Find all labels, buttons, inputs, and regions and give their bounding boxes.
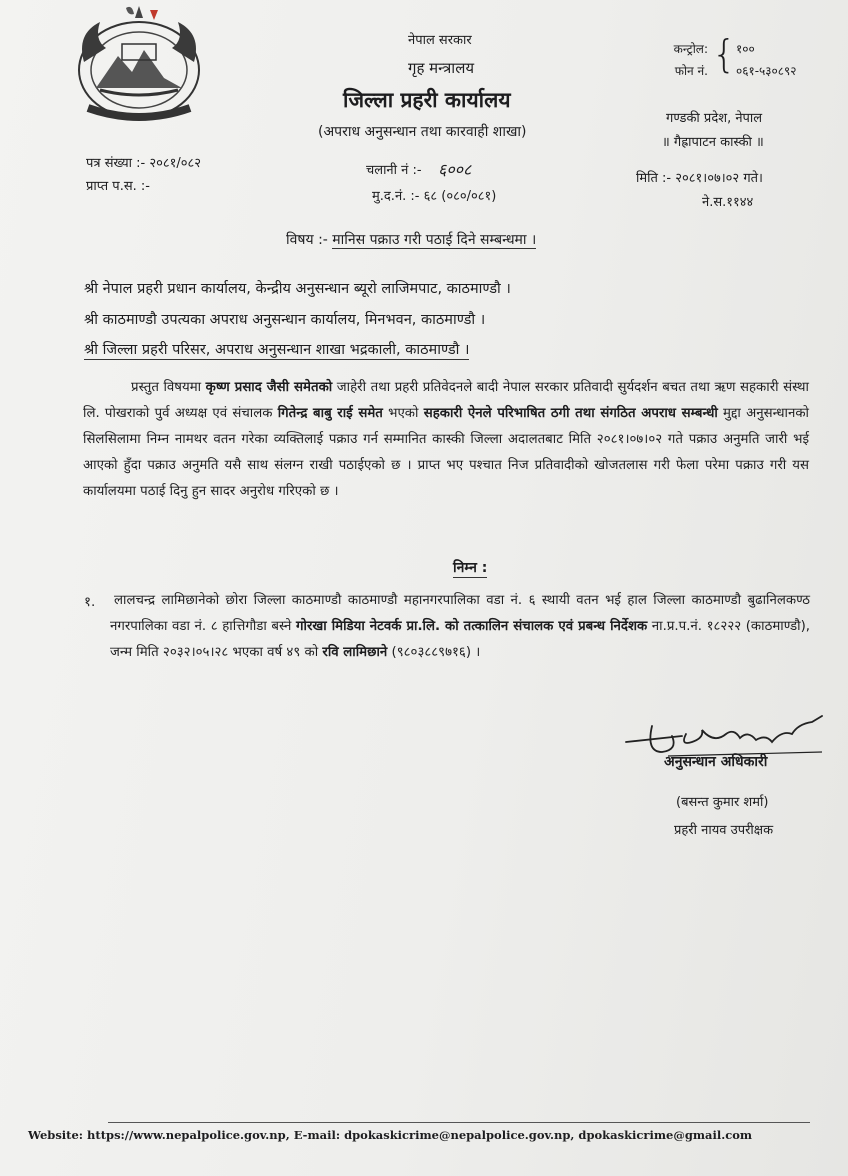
signatory-rank: प्रहरी नायव उपरीक्षक <box>674 823 774 838</box>
received-number: प्राप्त प.स. :- <box>86 179 150 194</box>
contact-labels <box>662 38 708 82</box>
body-bold-text: कृष्ण प्रसाद जैसी समेतको <box>205 380 333 395</box>
body-text: प्रस्तुत विषयमा <box>131 380 206 395</box>
control-number: १०० <box>736 42 755 56</box>
govt-name: नेपाल सरकार <box>408 33 472 48</box>
item-text: लालचन्द्र लामिछानेको छोरा जिल्ला काठमाण्डौ काठमाण्डौ महानगरपालिका वडा नं. ६ स्थायी वतन भई हाल जिल्ला काठमाण्डौ बुढानिलकण्ठ नगरपालिका वडा नं. ८ हात्तिगौडा बस्ने <box>110 593 810 634</box>
signatory-title: अनुसन्धान अधिकारी <box>664 754 768 770</box>
footer-contact: Website: https://www.nepalpolice.gov.np, E-mail: dpokaskicrime@nepalpolice.gov.np, dpokaskicrime@gmail.com <box>28 1128 753 1142</box>
item-text: (९८०३८८९७१६) । <box>387 645 481 660</box>
addressee: श्री काठमाण्डौ उपत्यका अपराध अनुसन्धान कार्यालय, मिनभवन, काठमाण्डौ । <box>84 312 486 328</box>
phone-label: फोन नं. <box>674 64 708 78</box>
list-heading: निम्न : <box>453 560 488 576</box>
body-bold-text: गितेन्द्र बाबु राई समेत <box>277 406 383 421</box>
subject-line <box>286 230 536 249</box>
list-item <box>110 588 810 666</box>
province: गण्डकी प्रदेश, नेपाल <box>666 111 763 126</box>
body-bold-text: सहकारी ऐनले परिभाषित ठगी तथा संगठित अपराध सम्बन्धी <box>423 406 718 421</box>
contact-values <box>736 38 797 82</box>
nepal-sambat: ने.स.११४४ <box>702 195 754 210</box>
addressee: श्री जिल्ला प्रहरी परिसर, अपराध अनुसन्धान शाखा भद्रकाली, काठमाण्डौ । <box>84 339 469 360</box>
branch-name: (अपराध अनुसन्धान तथा कारवाही शाखा) <box>318 124 527 140</box>
signatory-name: (बसन्त कुमार शर्मा) <box>676 795 769 810</box>
body-paragraph <box>83 375 809 505</box>
footer-divider <box>108 1122 810 1123</box>
item-text: ना.प्र.प.नं. १८२२२ (काठमाण्डौ), जन्म मिति २०३२।०५।२८ भएका वर्ष ४९ को <box>110 619 810 660</box>
ministry-name: गृह मन्त्रालय <box>408 59 475 77</box>
district: ॥ गैह्रापाटन कास्की ॥ <box>662 135 764 150</box>
case-number: मु.द.नं. :- ६८ (०८०/०८१) <box>372 189 497 204</box>
control-label: कन्ट्रोल: <box>673 42 708 56</box>
dispatch-label: चलानी नं :- <box>366 163 422 178</box>
body-text: भएको <box>382 406 424 421</box>
dispatch-number: ६००८ <box>438 160 472 179</box>
reference-block <box>86 152 201 198</box>
letter-date: मिति :- २०८१।०७।०२ गते। <box>636 171 763 186</box>
letter-number: पत्र संख्या :- २०८१/०८२ <box>86 156 202 171</box>
body-text: जाहेरी तथा प्रहरी प्रतिवेदनले बादी नेपाल सरकार प्रतिवादी सुर्यदर्शन बचत तथा ऋण सहकारी संस्था लि. पोखराको पुर्व अध्यक्ष एवं संचालक <box>83 380 809 421</box>
addressee: श्री नेपाल प्रहरी प्रधान कार्यालय, केन्द्रीय अनुसन्धान ब्यूरो लाजिमपाट, काठमाण्डौ । <box>84 281 511 297</box>
brace-icon: { <box>712 32 737 76</box>
item-bold-text: गोरखा मिडिया नेटवर्क प्रा.लि. को तत्कालिन संचालक एवं प्रबन्ध निर्देशक <box>296 619 648 634</box>
subject-text: मानिस पक्राउ गरी पठाई दिने सम्बन्धमा । <box>332 232 537 248</box>
body-text: मुद्दा अनुसन्धानको सिलसिलामा निम्न नामथर वतन गरेका व्यक्तिलाई पक्राउ गर्न सम्मानित कास्की जिल्ला अदालतबाट मिति २०८१।०७।०२ गते पक्राउ अनुमति जारी भई आएको हुँदा पक्राउ अनुमति यसै साथ संलग्न राखी पठाईएको छ । प्राप्त भए पश्चात निज प्रतिवादीको खोजतलास गरी फेला परेमा पक्राउ गरी यस कार्यालयमा पठाई दिनु हुन सादर अनुरोध गरिएको छ । <box>83 406 809 499</box>
phone-number: ०६१-५३०८९२ <box>736 64 797 78</box>
item-bold-text: रवि लामिछाने <box>322 645 388 660</box>
list-item-number: १. <box>84 594 96 610</box>
office-name: जिल्ला प्रहरी कार्यालय <box>343 88 511 112</box>
letter-body <box>83 375 809 505</box>
subject-label: विषय :- <box>286 232 328 248</box>
nepal-police-emblem-icon <box>66 4 212 126</box>
